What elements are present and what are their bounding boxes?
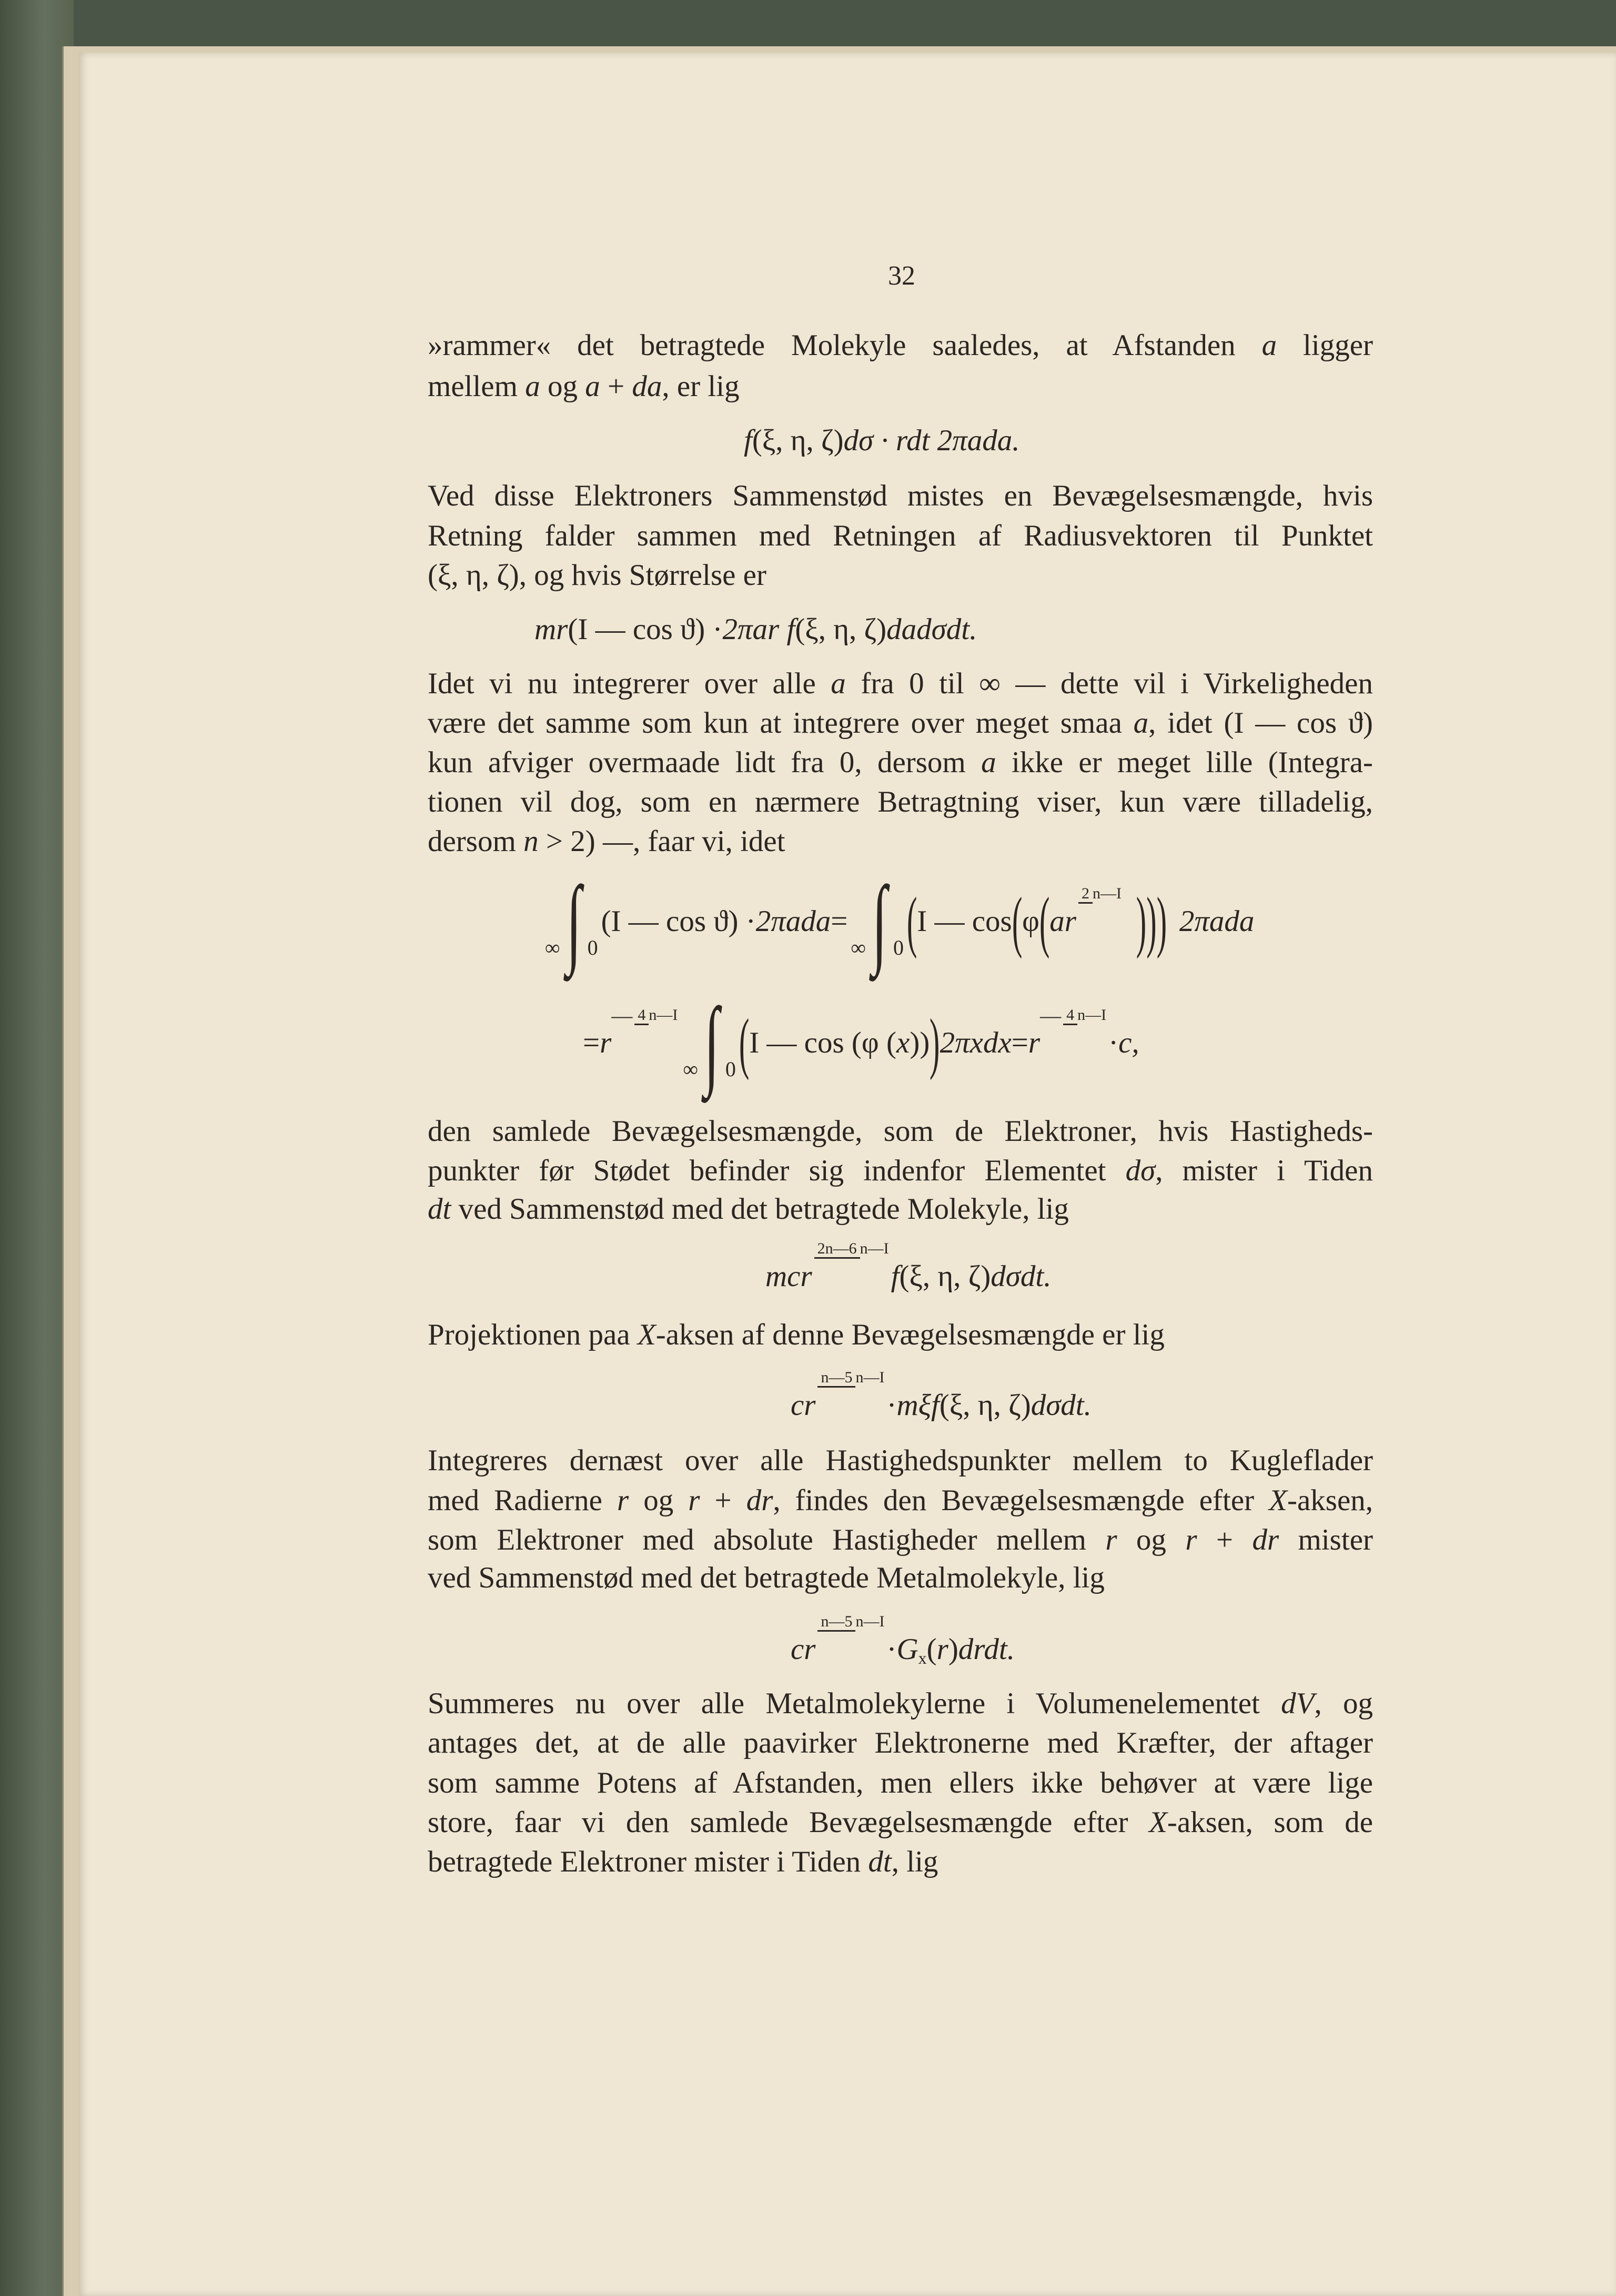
equation xyxy=(744,421,1019,461)
text-line xyxy=(428,1441,1373,1481)
big-parenthesis: ( xyxy=(1039,884,1050,959)
text-segment: Projektionen paa xyxy=(428,1318,638,1351)
math-symbol: a xyxy=(981,746,996,779)
text-segment: som Elektroner med absolute Hastigheder mellem xyxy=(428,1523,1106,1556)
equation-term: mξf xyxy=(896,1389,940,1422)
equation-term: G xyxy=(896,1633,918,1666)
equation-term: r xyxy=(1028,1026,1041,1059)
fraction-exponent xyxy=(814,1240,889,1259)
equation xyxy=(583,988,1139,1098)
equation xyxy=(791,1612,1015,1670)
equation-term: (ξ, η, ζ) xyxy=(795,613,887,646)
equation-term: = xyxy=(1011,1026,1028,1059)
big-parenthesis: ( xyxy=(1012,884,1023,959)
text-segment: mister xyxy=(1279,1523,1373,1556)
math-symbol: r xyxy=(688,1484,700,1517)
text-line xyxy=(428,326,1373,366)
big-parenthesis: ) xyxy=(930,1005,940,1081)
exponent-denominator: n—I xyxy=(855,1368,885,1386)
text-segment: som samme Potens af Afstanden, men ellers ikke behøver at være lige xyxy=(428,1766,1373,1799)
math-symbol: dr xyxy=(1252,1523,1279,1556)
fraction-exponent xyxy=(817,1369,884,1388)
exponent-denominator: n—I xyxy=(1092,884,1122,902)
text-segment: og xyxy=(540,370,585,403)
equation-term: 2πada xyxy=(1179,905,1255,938)
math-symbol: X xyxy=(637,1318,656,1351)
equation-term: c, xyxy=(1118,1026,1139,1059)
text-segment: og xyxy=(629,1484,689,1517)
equation-term: mr xyxy=(534,613,568,646)
text-segment: den samlede Bevægelsesmængde, som de Elektroner, hvis Hastigheds- xyxy=(428,1115,1373,1148)
text-line xyxy=(428,367,1373,407)
equation-term: ar xyxy=(1049,905,1076,938)
text-segment: , og xyxy=(1314,1687,1373,1720)
math-symbol: a xyxy=(1133,706,1149,740)
integral-icon: ∫ xyxy=(872,866,887,977)
fraction-exponent xyxy=(1078,885,1122,904)
text-segment: mellem xyxy=(428,370,526,403)
equation-term: cr xyxy=(791,1389,816,1422)
text-line xyxy=(428,1111,1373,1151)
equation-term: dσdt. xyxy=(1031,1389,1092,1422)
equation-term: dσdt. xyxy=(991,1260,1052,1293)
math-symbol: n xyxy=(523,825,539,858)
text-line xyxy=(428,1763,1373,1803)
text-line xyxy=(428,1684,1373,1724)
equation xyxy=(791,1368,1092,1425)
math-symbol: dt xyxy=(428,1192,451,1226)
fraction-exponent xyxy=(817,1613,884,1632)
math-symbol: r xyxy=(617,1484,629,1517)
text-segment: »rammer« det betragtede Molekyle saaledes, at Afstanden xyxy=(428,329,1262,362)
text-line xyxy=(428,516,1373,556)
equation-term: (I — cos ϑ) · xyxy=(568,613,723,646)
math-symbol: X xyxy=(1269,1484,1287,1517)
integral-icon: ∫ xyxy=(566,866,581,977)
equation-term: r xyxy=(600,1026,612,1059)
integral-sign xyxy=(851,866,904,977)
fraction-exponent xyxy=(634,1007,678,1025)
text-line xyxy=(428,1189,1373,1229)
text-line xyxy=(428,664,1373,704)
math-symbol: a xyxy=(1261,329,1277,362)
lower-limit: 0 xyxy=(725,1057,736,1081)
lower-limit: 0 xyxy=(587,936,598,959)
text-segment: fra 0 til ∞ — dette vil i Virkeligheden xyxy=(845,667,1373,700)
text-segment: store, faar vi den samlede Bevægelsesmængde efter xyxy=(428,1806,1149,1839)
text-line xyxy=(428,1723,1373,1763)
exponent-denominator: n—I xyxy=(860,1239,889,1257)
equation xyxy=(765,1239,1052,1297)
text-segment: + xyxy=(1197,1523,1253,1556)
equation-term: 2πada xyxy=(755,905,831,938)
text-segment: + xyxy=(700,1484,746,1517)
lower-limit: 0 xyxy=(893,936,904,959)
equation-term: (ξ, η, ζ) xyxy=(899,1260,991,1293)
text-segment: dersom xyxy=(428,825,524,858)
math-symbol: a xyxy=(525,370,540,403)
text-segment: tionen vil dog, som en nærmere Betragtning viser, kun være tilladelig, xyxy=(428,785,1373,818)
exponent-denominator: n—I xyxy=(649,1006,678,1024)
text-line xyxy=(428,555,1373,595)
equation-term: cr xyxy=(791,1633,816,1666)
upper-limit: ∞ xyxy=(851,936,866,959)
integral-sign xyxy=(683,988,736,1098)
text-segment: , findes den Bevægelsesmængde efter xyxy=(773,1484,1269,1517)
exponent-numerator: 4 xyxy=(634,1007,649,1025)
math-symbol: dσ xyxy=(1125,1154,1156,1187)
math-symbol: da xyxy=(632,370,662,403)
equation-term: )) xyxy=(910,1026,930,1059)
equation-term: = xyxy=(583,1026,600,1059)
text-segment: Integreres dernæst over alle Hastighedspunkter mellem to Kugleflader xyxy=(428,1444,1373,1477)
text-segment: , er lig xyxy=(662,370,740,403)
equation-term: r xyxy=(936,1633,948,1666)
page-number: 32 xyxy=(888,261,915,291)
math-symbol: X xyxy=(1149,1806,1167,1839)
minus-sign: — xyxy=(611,1004,633,1027)
text-line xyxy=(428,782,1373,822)
equation-term: 2πxdx xyxy=(940,1026,1012,1059)
math-symbol: dr xyxy=(746,1484,773,1517)
text-segment: ved Sammenstød med det betragtede Molekyle, lig xyxy=(451,1192,1069,1226)
text-segment: kun afviger overmaade lidt fra 0, dersom xyxy=(428,746,982,779)
text-segment: , idet (I — cos ϑ) xyxy=(1148,706,1373,740)
text-segment: -aksen, som de xyxy=(1167,1806,1373,1839)
text-line xyxy=(428,1558,1373,1598)
text-segment: + xyxy=(600,370,632,403)
upper-limit: ∞ xyxy=(545,936,560,959)
text-segment: > 2) —, faar vi, idet xyxy=(538,825,785,858)
exponent-numerator: n—5 xyxy=(817,1369,855,1388)
equation-term: x xyxy=(896,1026,910,1059)
equation-term: mcr xyxy=(765,1260,812,1293)
text-line xyxy=(428,1315,1373,1355)
subscript: x xyxy=(918,1648,927,1667)
equation-term: I — cos xyxy=(917,905,1012,938)
equation-term: · xyxy=(886,1633,897,1666)
text-segment: , mister i Tiden xyxy=(1155,1154,1373,1187)
equation xyxy=(534,610,977,650)
text-line xyxy=(428,476,1373,516)
equation-term: ) xyxy=(948,1633,958,1666)
math-symbol: dt xyxy=(868,1845,892,1878)
text-segment: Idet vi nu integrerer over alle xyxy=(428,667,831,700)
equation-term: = xyxy=(831,905,848,938)
text-line xyxy=(428,743,1373,783)
text-segment: -aksen af denne Bevægelsesmængde er lig xyxy=(655,1318,1165,1351)
exponent-numerator: 4 xyxy=(1063,1007,1077,1025)
equation-term: · xyxy=(886,1389,897,1422)
integral-sign xyxy=(545,866,598,977)
text-segment: Retning falder sammen med Retningen af Radiusvektoren til Punktet xyxy=(428,519,1373,552)
exponent-numerator: 2 xyxy=(1078,885,1093,904)
equation-term: dadσdt. xyxy=(886,613,977,646)
text-line xyxy=(428,1481,1373,1521)
text-segment: (ξ, η, ζ), og hvis Størrelse er xyxy=(428,559,766,592)
exponent-numerator: n—5 xyxy=(817,1613,855,1632)
equation-term: 2πar f xyxy=(722,613,795,646)
text-segment: Summeres nu over alle Metalmolekylerne i Volumenelementet xyxy=(428,1687,1281,1720)
text-line xyxy=(428,703,1373,743)
equation-term: (ξ, η, ζ) xyxy=(752,424,844,457)
text-segment: og xyxy=(1117,1523,1186,1556)
equation-term: I — cos (φ ( xyxy=(749,1026,897,1059)
text-line xyxy=(428,1520,1373,1560)
equation-term: (ξ, η, ζ) xyxy=(939,1389,1031,1422)
text-segment: ved Sammenstød med det betragtede Metalmolekyle, lig xyxy=(428,1561,1105,1594)
text-segment: punkter før Stødet befinder sig indenfor Elementet xyxy=(428,1154,1126,1187)
text-segment: ligger xyxy=(1277,329,1373,362)
big-parenthesis: ( xyxy=(906,884,917,959)
text-line xyxy=(428,1842,1373,1882)
equation-term: drdt. xyxy=(958,1633,1015,1666)
text-segment: Ved disse Elektroners Sammenstød mistes en Bevægelsesmængde, hvis xyxy=(428,479,1373,512)
text-line xyxy=(428,1151,1373,1191)
exponent-denominator: n—I xyxy=(1077,1006,1107,1024)
equation xyxy=(542,866,1255,977)
text-segment: med Radierne xyxy=(428,1484,617,1517)
minus-sign: — xyxy=(1040,1004,1062,1027)
math-symbol: r xyxy=(1185,1523,1197,1556)
upper-limit: ∞ xyxy=(683,1057,698,1081)
equation-term: φ xyxy=(1022,905,1039,938)
equation-term: (I — cos ϑ) · xyxy=(601,905,756,938)
text-segment: antages det, at de alle paavirker Elektronerne med Kræfter, der aftager xyxy=(428,1726,1373,1759)
math-symbol: a xyxy=(585,370,600,403)
text-segment: , lig xyxy=(891,1845,938,1878)
equation-term: dσ · rdt 2πada. xyxy=(843,424,1020,457)
integral-icon: ∫ xyxy=(704,988,720,1098)
math-symbol: r xyxy=(1105,1523,1117,1556)
math-symbol: a xyxy=(831,667,846,700)
fraction-exponent xyxy=(1063,1007,1106,1025)
equation-term: f xyxy=(891,1260,900,1293)
big-parenthesis: ( xyxy=(739,1005,750,1081)
text-segment: -aksen, xyxy=(1287,1484,1373,1517)
math-symbol: dV xyxy=(1281,1687,1315,1720)
text-segment: være det samme som kun at integrere over meget smaa xyxy=(428,706,1134,740)
equation-term: ( xyxy=(926,1633,937,1666)
equation-term: f xyxy=(744,424,752,457)
big-parenthesis: ))) xyxy=(1136,884,1167,959)
text-segment: betragtede Elektroner mister i Tiden xyxy=(428,1845,868,1878)
text-line xyxy=(428,822,1373,862)
exponent-denominator: n—I xyxy=(855,1612,885,1630)
exponent-numerator: 2n—6 xyxy=(814,1240,860,1259)
text-segment: ikke er meget lille (Integra- xyxy=(996,746,1373,779)
scan-background xyxy=(0,0,1616,50)
text-line xyxy=(428,1803,1373,1843)
equation-term: · xyxy=(1108,1026,1119,1059)
